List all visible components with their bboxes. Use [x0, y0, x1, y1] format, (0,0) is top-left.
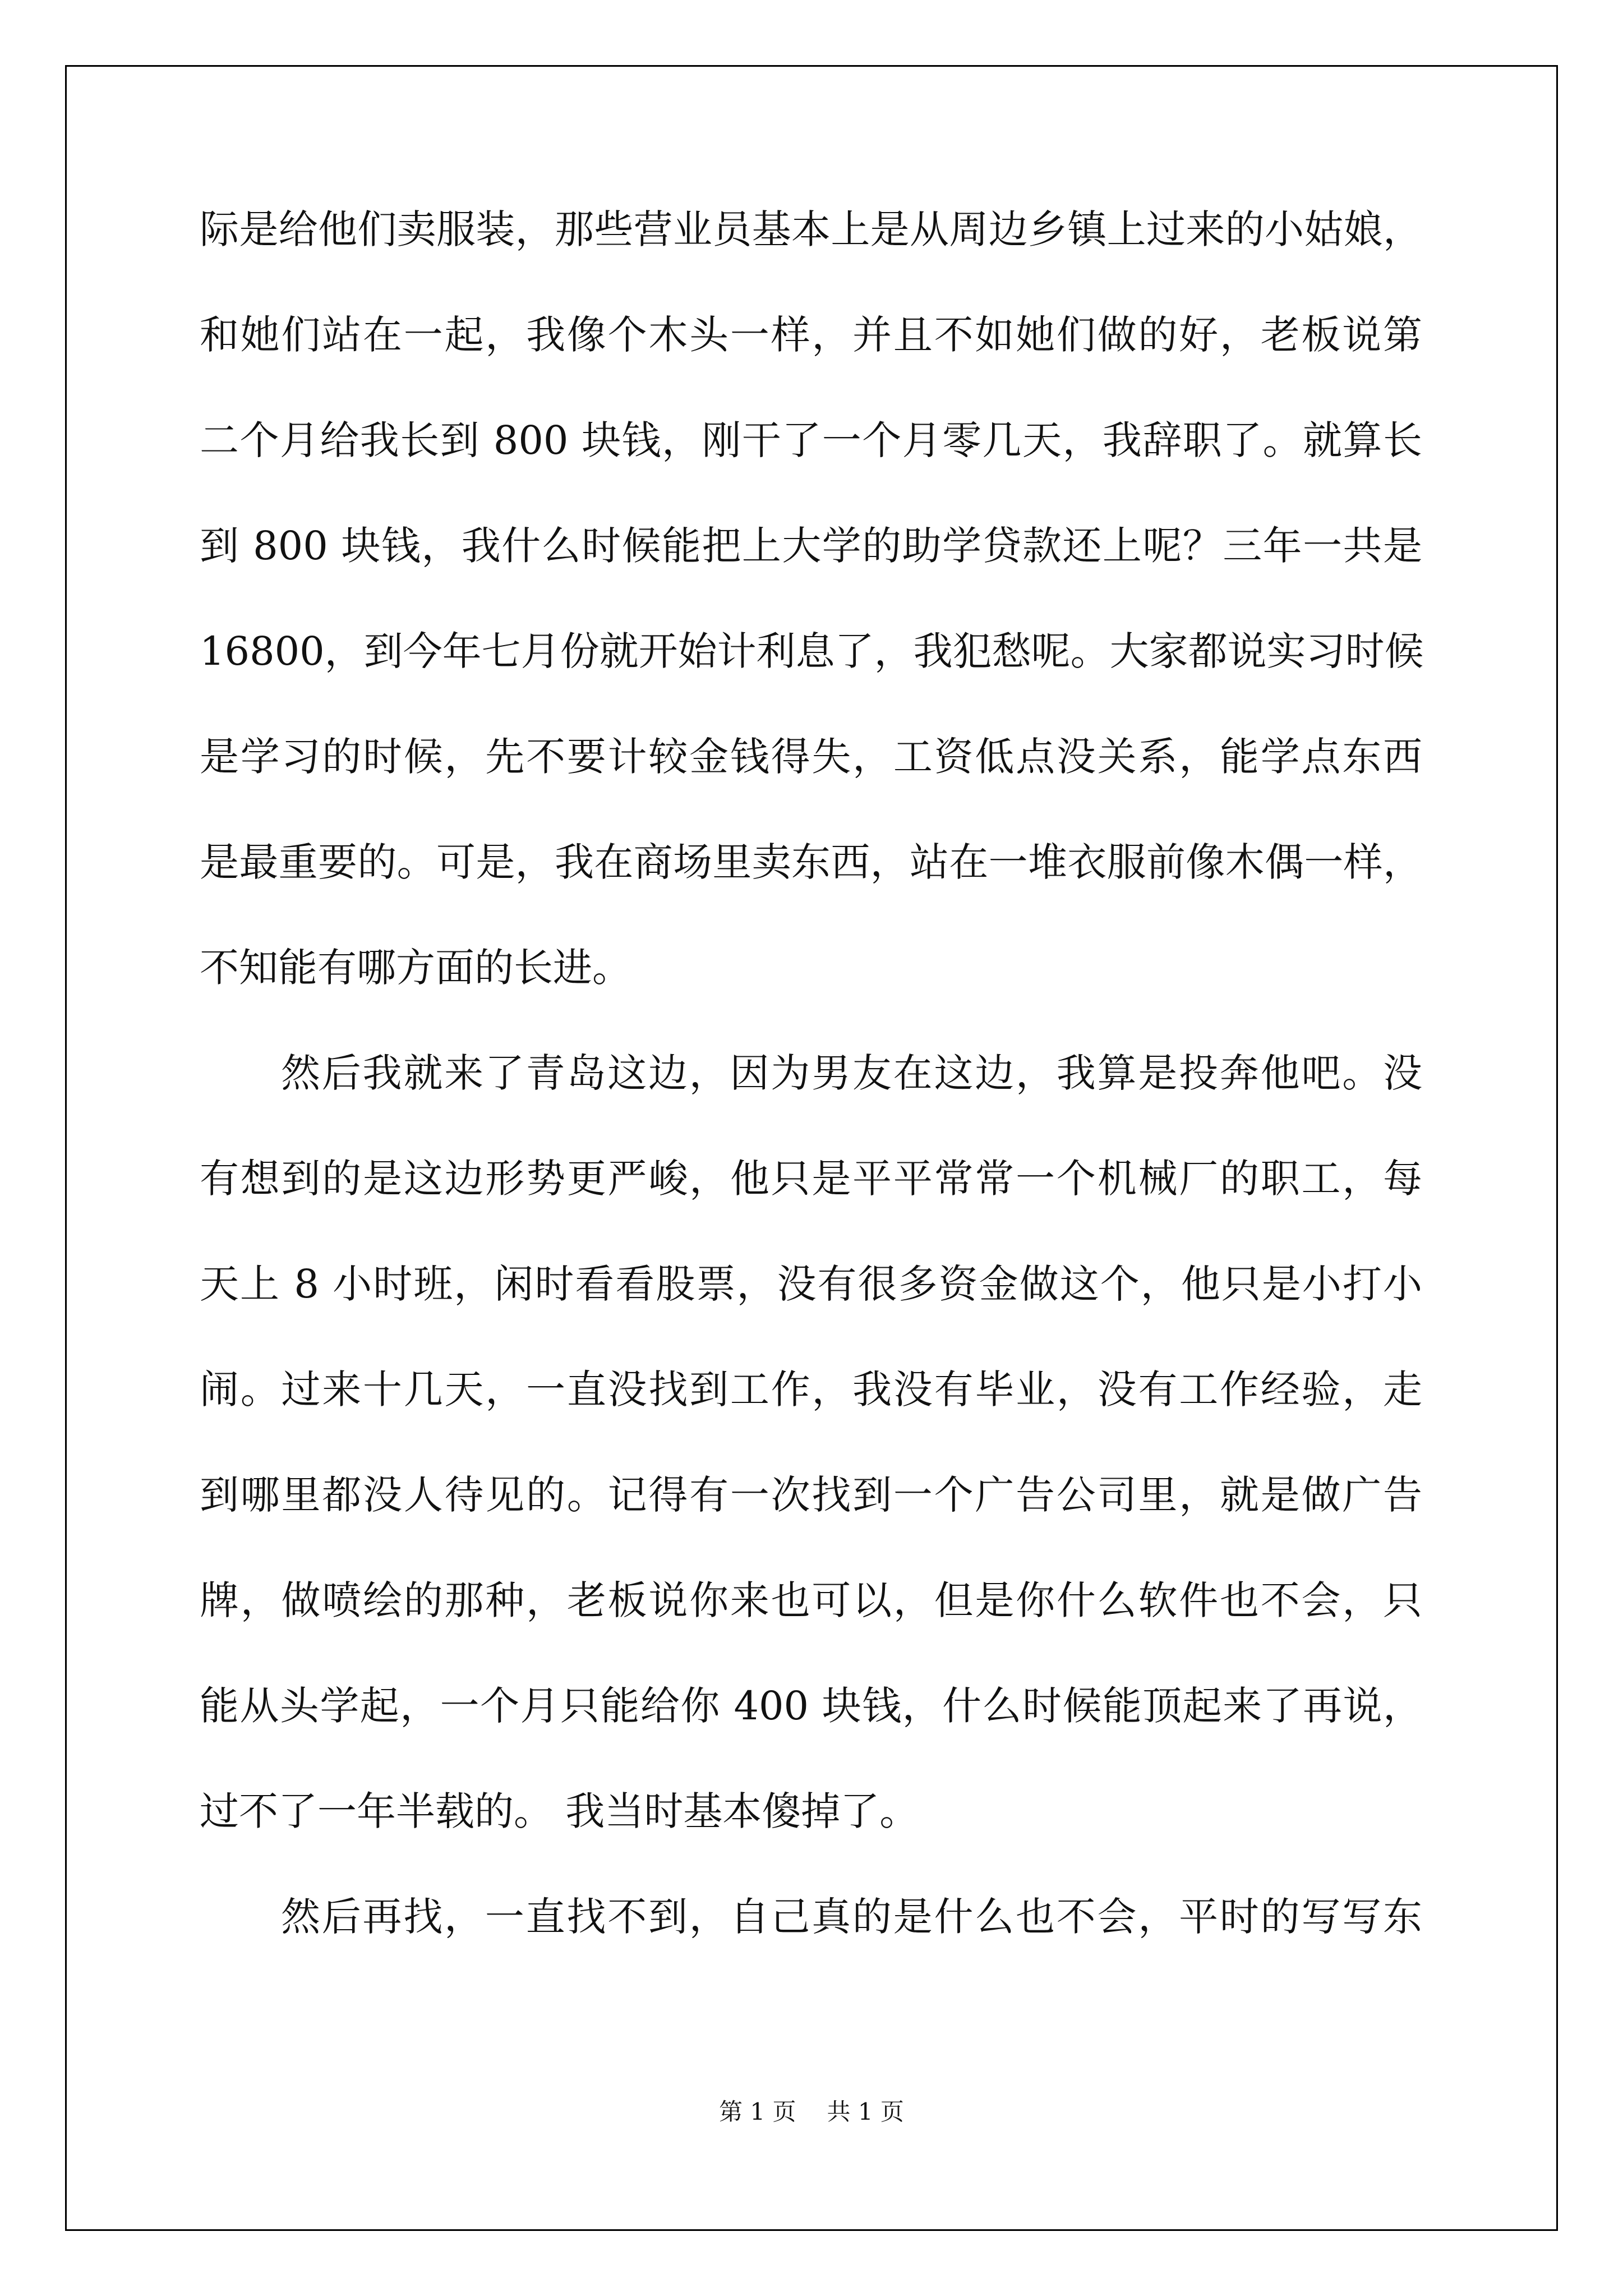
text-line: 然后我就来了青岛这边，因为男友在这边，我算是投奔他吧。没	[281, 1050, 1422, 1096]
text-line: 是学习的时候，先不要计较金钱得失，工资低点没关系，能学点东西	[200, 734, 1422, 780]
text-line: 是最重要的。可是，我在商场里卖东西，站在一堆衣服前像木偶一样，	[200, 839, 1422, 885]
text-line: 到 800 块钱，我什么时候能把上大学的助学贷款还上呢？三年一共是	[200, 523, 1422, 569]
text-line: 不知能有哪方面的长进。	[200, 945, 631, 991]
text-line: 闹。过来十几天，一直没找到工作，我没有毕业，没有工作经验，走	[200, 1366, 1422, 1412]
text-line: 过不了一年半载的。 我当时基本傻掉了。	[200, 1788, 919, 1834]
text-line: 到哪里都没人待见的。记得有一次找到一个广告公司里，就是做广告	[200, 1472, 1422, 1518]
text-line: 然后再找，一直找不到，自己真的是什么也不会，平时的写写东	[281, 1894, 1422, 1940]
page-number: 第 1 页	[719, 2098, 796, 2125]
text-line: 二个月给我长到 800 块钱，刚干了一个月零几天，我辞职了。就算长	[200, 417, 1422, 463]
text-line: 16800，到今年七月份就开始计利息了，我犯愁呢。大家都说实习时候	[200, 628, 1424, 674]
page-footer	[0, 2093, 1623, 2127]
text-line: 际是给他们卖服装，那些营业员基本上是从周边乡镇上过来的小姑娘，	[200, 206, 1422, 252]
text-line: 有想到的是这边形势更严峻，他只是平平常常一个机械厂的职工，每	[200, 1156, 1422, 1202]
document-body	[200, 177, 1422, 1970]
text-line: 牌，做喷绘的那种，老板说你来也可以，但是你什么软件也不会，只	[200, 1577, 1422, 1623]
text-line: 天上 8 小时班，闲时看看股票，没有很多资金做这个，他只是小打小	[200, 1261, 1422, 1307]
text-line: 能从头学起，一个月只能给你 400 块钱，什么时候能顶起来了再说，	[200, 1683, 1422, 1729]
text-line: 和她们站在一起，我像个木头一样，并且不如她们做的好，老板说第	[200, 312, 1422, 358]
page-total: 共 1 页	[827, 2098, 904, 2125]
